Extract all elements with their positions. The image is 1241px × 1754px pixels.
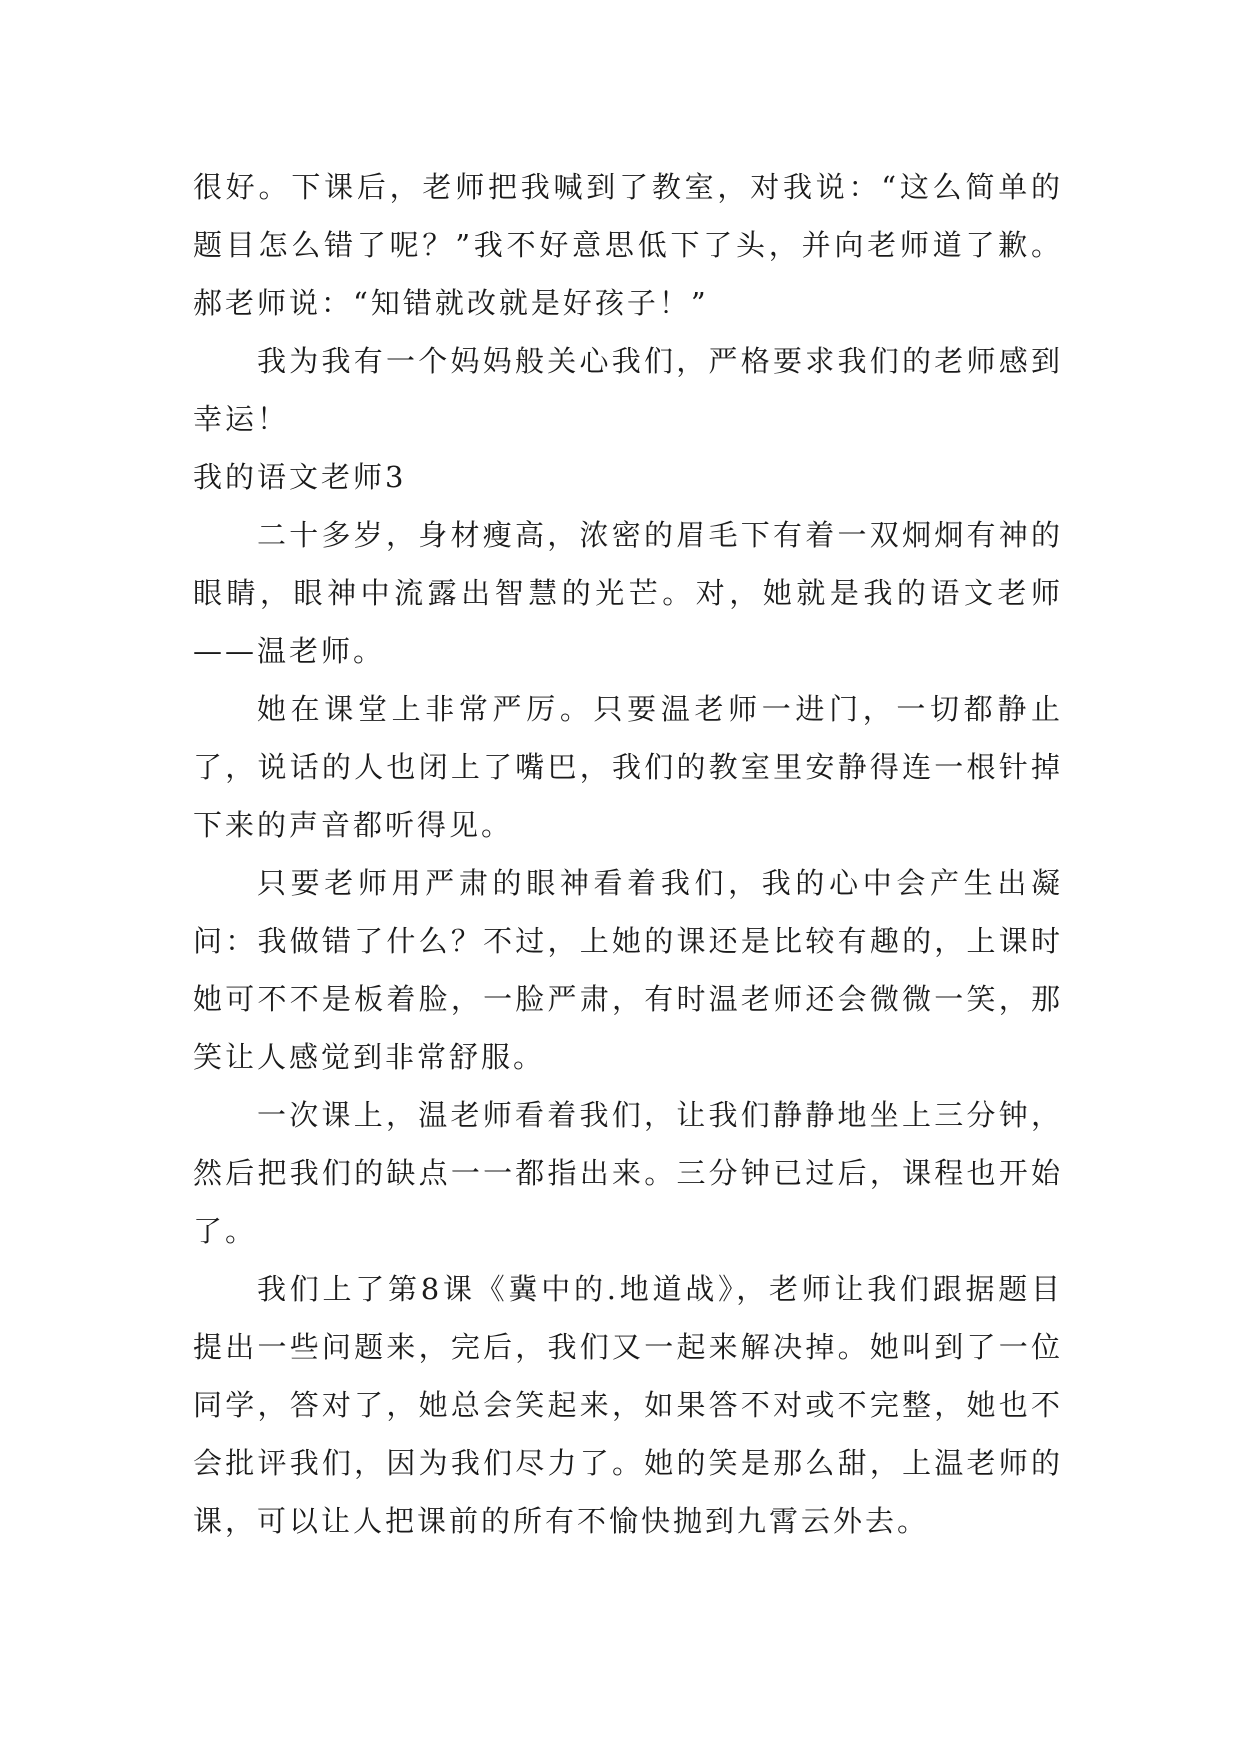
paragraph-description: 二十多岁，身材瘦高，浓密的眉毛下有着一双炯炯有神的眼睛，眼神中流露出智慧的光芒。对，她就是我的语文老师——温老师。 xyxy=(193,518,1063,668)
paragraph-three-minutes: 一次课上，温老师看着我们，让我们静静地坐上三分钟，然后把我们的缺点一一都指出来。三分钟已过后，课程也开始了。 xyxy=(193,1098,1063,1248)
document-body xyxy=(193,158,1063,1550)
paragraph-strict: 她在课堂上非常严厉。只要温老师一进门，一切都静止了，说话的人也闭上了嘴巴，我们的教室里安静得连一根针掉下来的声音都听得见。 xyxy=(193,692,1063,842)
paragraph-eyes: 只要老师用严肃的眼神看着我们，我的心中会产生出凝问：我做错了什么？不过，上她的课还是比较有趣的，上课时她可不不是板着脸，一脸严肃，有时温老师还会微微一笑，那笑让人感觉到非常舒服。 xyxy=(193,866,1063,1074)
section-title: 我的语文老师3 xyxy=(193,460,407,494)
paragraph-continued: 很好。下课后，老师把我喊到了教室，对我说：“这么简单的题目怎么错了呢？”我不好意思低下了头，并向老师道了歉。郝老师说：“知错就改就是好孩子！” xyxy=(193,170,1063,320)
paragraph-lesson: 我们上了第8课《冀中的.地道战》，老师让我们跟据题目提出一些问题来，完后，我们又一起来解决掉。她叫到了一位同学，答对了，她总会笑起来，如果答不对或不完整，她也不会批评我们，因为我们尽力了。她的笑是那么甜，上温老师的课，可以让人把课前的所有不愉快抛到九霄云外去。 xyxy=(193,1272,1063,1538)
paragraph-lucky: 我为我有一个妈妈般关心我们，严格要求我们的老师感到幸运！ xyxy=(193,344,1063,436)
